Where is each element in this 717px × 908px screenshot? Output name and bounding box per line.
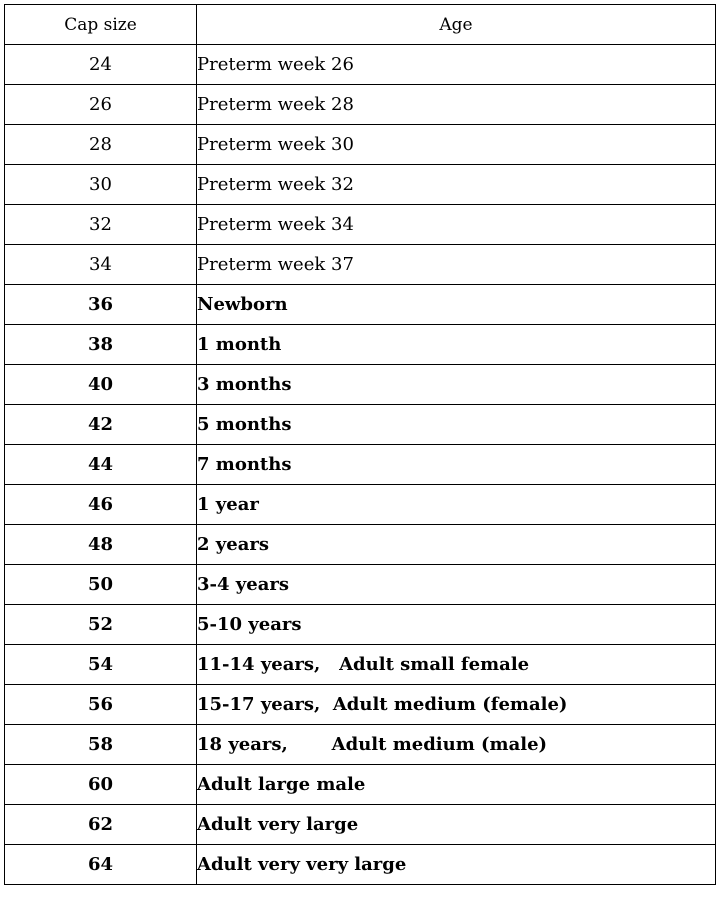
cap-size-table: [4, 4, 716, 885]
age-cell: 5 months: [197, 405, 716, 445]
table-row: [5, 605, 716, 645]
age-cell: 7 months: [197, 445, 716, 485]
cap-size-cell: 60: [5, 765, 197, 805]
age-cell: Preterm week 28: [197, 85, 716, 125]
table-row: [5, 165, 716, 205]
age-cell: Adult very large: [197, 805, 716, 845]
age-cell: Newborn: [197, 285, 716, 325]
table-row: [5, 845, 716, 885]
age-cell: 3 months: [197, 365, 716, 405]
table-row: [5, 205, 716, 245]
age-cell: 1 month: [197, 325, 716, 365]
age-cell: 15-17 years, Adult medium (female): [197, 685, 716, 725]
age-cell: Adult very very large: [197, 845, 716, 885]
table-header-row: [5, 5, 716, 45]
cap-size-cell: 52: [5, 605, 197, 645]
cap-size-cell: 56: [5, 685, 197, 725]
table-row: [5, 485, 716, 525]
cap-size-cell: 28: [5, 125, 197, 165]
cap-size-cell: 48: [5, 525, 197, 565]
age-cell: 1 year: [197, 485, 716, 525]
age-cell: Preterm week 37: [197, 245, 716, 285]
cap-size-cell: 64: [5, 845, 197, 885]
table-row: [5, 285, 716, 325]
cap-size-cell: 36: [5, 285, 197, 325]
age-cell: 11-14 years, Adult small female: [197, 645, 716, 685]
age-cell: Preterm week 30: [197, 125, 716, 165]
table-row: [5, 725, 716, 765]
table-row: [5, 365, 716, 405]
header-cap-size: Cap size: [5, 5, 197, 45]
cap-size-cell: 62: [5, 805, 197, 845]
cap-size-cell: 44: [5, 445, 197, 485]
table-row: [5, 45, 716, 85]
cap-size-cell: 58: [5, 725, 197, 765]
table-row: [5, 645, 716, 685]
cap-size-cell: 34: [5, 245, 197, 285]
cap-size-cell: 26: [5, 85, 197, 125]
table-row: [5, 445, 716, 485]
cap-size-cell: 38: [5, 325, 197, 365]
table-body: [5, 45, 716, 885]
cap-size-cell: 50: [5, 565, 197, 605]
table-row: [5, 245, 716, 285]
cap-size-cell: 32: [5, 205, 197, 245]
table-row: [5, 405, 716, 445]
table-row: [5, 765, 716, 805]
table-row: [5, 685, 716, 725]
table-row: [5, 85, 716, 125]
table-row: [5, 125, 716, 165]
cap-size-cell: 24: [5, 45, 197, 85]
age-cell: Preterm week 26: [197, 45, 716, 85]
table-row: [5, 525, 716, 565]
age-cell: Preterm week 32: [197, 165, 716, 205]
cap-size-cell: 40: [5, 365, 197, 405]
age-cell: 5-10 years: [197, 605, 716, 645]
cap-size-cell: 30: [5, 165, 197, 205]
header-age: Age: [197, 5, 716, 45]
cap-size-cell: 54: [5, 645, 197, 685]
age-cell: 3-4 years: [197, 565, 716, 605]
cap-size-cell: 42: [5, 405, 197, 445]
cap-size-cell: 46: [5, 485, 197, 525]
age-cell: Adult large male: [197, 765, 716, 805]
table-row: [5, 325, 716, 365]
table-row: [5, 565, 716, 605]
age-cell: Preterm week 34: [197, 205, 716, 245]
age-cell: 18 years, Adult medium (male): [197, 725, 716, 765]
age-cell: 2 years: [197, 525, 716, 565]
table-row: [5, 805, 716, 845]
